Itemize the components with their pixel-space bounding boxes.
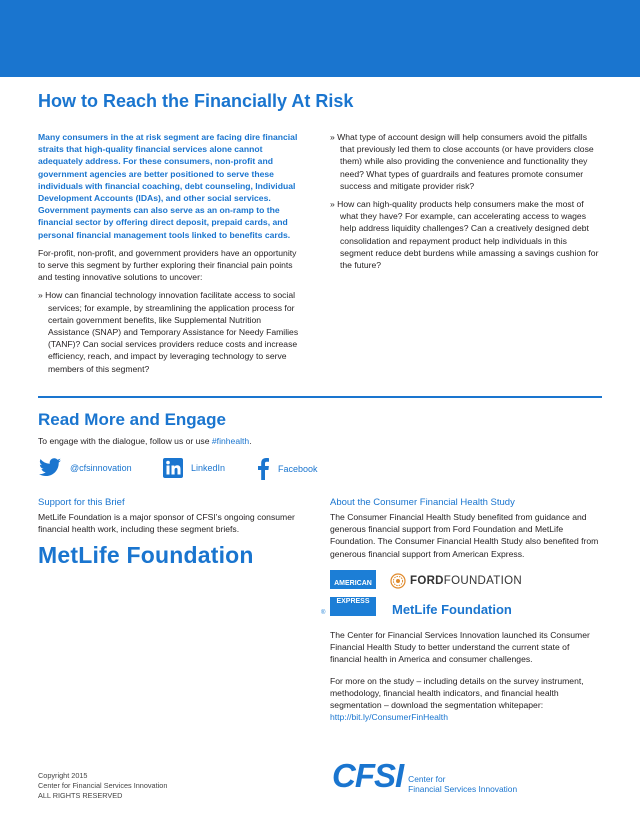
launch-paragraph: The Center for Financial Services Innovation launched its Consumer Financial Health Study to better understand the current state of financial health in America and consumer challenges. xyxy=(330,630,590,665)
ford-foundation-name: FOUNDATION xyxy=(443,575,522,587)
cfsi-fullname xyxy=(408,774,517,794)
metlife-foundation-logo: MetLife Foundation xyxy=(38,542,254,568)
registered-mark: ® xyxy=(321,610,326,616)
ford-foundation-name-bold: FORD xyxy=(410,575,444,587)
header-band xyxy=(0,0,640,77)
twitter-icon xyxy=(38,458,62,478)
cfsi-name-line: Center for xyxy=(408,774,446,784)
right-column xyxy=(330,131,600,277)
engage-title: Read More and Engage xyxy=(38,410,226,429)
facebook-icon xyxy=(256,458,270,480)
cfsi-logo xyxy=(332,758,517,794)
cfsi-name-line: Financial Services Innovation xyxy=(408,784,518,794)
copyright-line: Copyright 2015 xyxy=(38,771,88,780)
amex-mid-band xyxy=(330,589,376,597)
engage-period: . xyxy=(249,436,252,446)
american-express-logo xyxy=(330,570,376,616)
intro-body: For-profit, non-profit, and government providers have an opportunity to serve this segment by further exploring their financial pain points and testing innovative solutions to uncover: xyxy=(38,247,297,283)
intro-lead: Many consumers in the at risk segment are facing dire financial straits that high-quality financial services alone cannot adequately address. For these consumers, non-profit and government agencies are better positioned to serve these individuals with financial coaching, debt counseling, Individual Development Accounts (IDAs), and other social services. Government payments can also serve as an on-ramp to the financial sector by offering direct deposit, prepaid cards, and personal financial management tools linked to benefits cards. xyxy=(38,132,298,240)
section-divider xyxy=(38,396,602,398)
support-title: Support for this Brief xyxy=(38,497,125,508)
about-more-text xyxy=(330,629,602,723)
hashtag-link[interactable]: #finhealth xyxy=(211,436,250,446)
bullet-item: » How can high-quality products help consumers make the most of what they have? For example, can accelerating access to wages help address liquidity challenges? Can a creatively designed debt consolidation and repayment product help individuals in this segment reduce debt burdens while amassing a savings cushion for the future? xyxy=(330,199,599,271)
page-title: How to Reach the Financially At Risk xyxy=(38,91,354,111)
facebook-link[interactable] xyxy=(256,458,318,480)
linkedin-label: LinkedIn xyxy=(191,463,226,473)
copyright-block xyxy=(38,771,167,801)
copyright-line: Center for Financial Services Innovation xyxy=(38,781,168,790)
linkedin-icon xyxy=(163,458,183,478)
amex-bottom-text: EXPRESS xyxy=(336,598,370,605)
linkedin-link[interactable] xyxy=(163,458,225,478)
support-paragraph: MetLife Foundation is a major sponsor of CFSI’s ongoing consumer financial health work, including these segment briefs. xyxy=(38,512,295,535)
facebook-label: Facebook xyxy=(278,464,318,474)
metlife-foundation-small-logo: MetLife Foundation xyxy=(392,602,512,617)
about-paragraph: The Consumer Financial Health Study benefited from guidance and generous financial support from Ford Foundation and MetLife Foundation. The Consumer Financial Health Study also benefited from generous financial support from American Express. xyxy=(330,512,599,559)
twitter-handle: @cfsinnovation xyxy=(70,463,132,473)
ford-foundation-emblem-icon xyxy=(390,573,406,589)
left-column xyxy=(38,131,300,381)
engage-sentence: To engage with the dialogue, follow us or use xyxy=(38,436,212,446)
amex-top-text: AMERICAN xyxy=(334,580,372,587)
whitepaper-link[interactable]: http://bit.ly/ConsumerFinHealth xyxy=(330,712,448,723)
bullet-item: » How can financial technology innovation facilitate access to social services; for example, by streamlining the application process for certain government benefits, like Supplemental Nutrition Assistance (SNAP) and Temporary Assistance for Needy Families (TANF)? Can social services providers reduce costs and increase efficiency, reach, and impact by leveraging technology to serve members of this segment? xyxy=(38,290,299,374)
copyright-line: ALL RIGHTS RESERVED xyxy=(38,791,123,800)
twitter-link[interactable] xyxy=(38,458,132,478)
more-paragraph: For more on the study – including details on the survey instrument, methodology, financial health indicators, and financial health segmentation – download the segmentation whitepaper: xyxy=(330,675,584,711)
about-title: About the Consumer Financial Health Study xyxy=(330,497,515,508)
cfsi-wordmark: CFSI xyxy=(332,757,404,794)
bullet-item: » What type of account design will help consumers avoid the pitfalls that previously led them to close accounts (or have providers close them) while also providing the convenience and functionality they need? What types of guardrails and features promote consumer success and mitigate provider risk? xyxy=(330,132,594,191)
support-text xyxy=(38,511,300,544)
engage-text xyxy=(38,436,252,446)
ford-foundation-logo xyxy=(390,573,522,589)
about-text xyxy=(330,511,602,569)
